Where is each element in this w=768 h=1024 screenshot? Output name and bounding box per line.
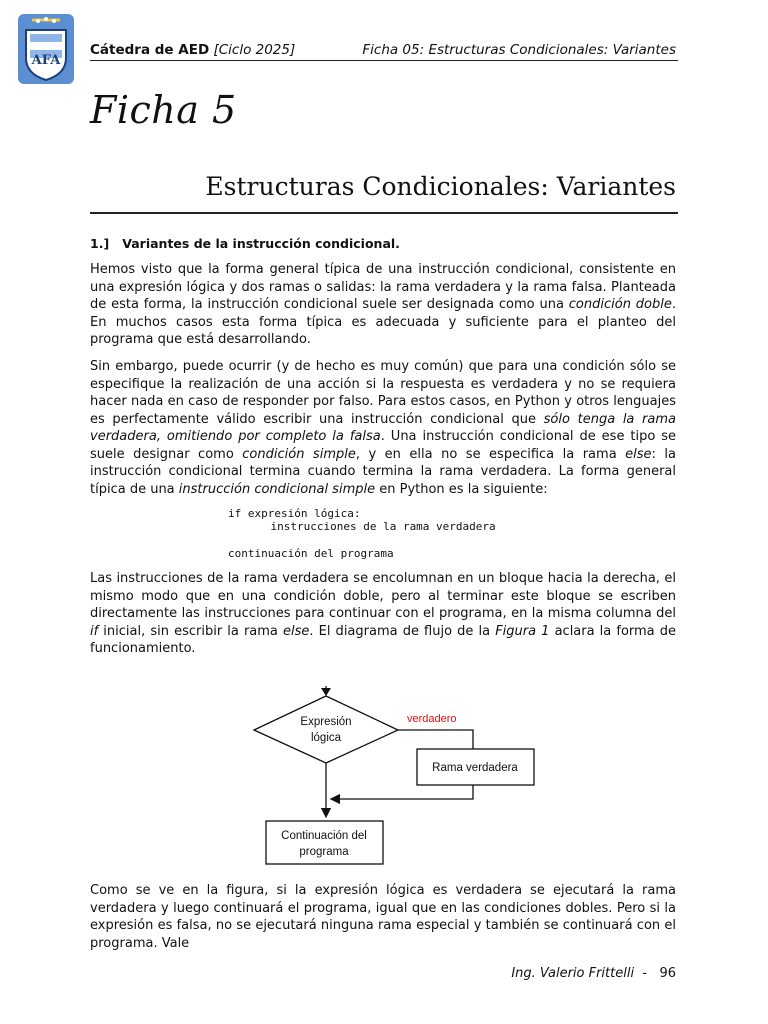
header-course (90, 42, 295, 58)
page-number: 96 (659, 966, 676, 981)
flowchart-figure (240, 684, 540, 869)
code-line-continue: continuación del programa (228, 547, 394, 560)
page-footer (511, 966, 676, 981)
paragraph-3 (90, 570, 676, 658)
true-branch-line (398, 730, 473, 749)
p4-text: Como se ve en la figura, si la expresión lógica es verdadera se ejecutará la rama verdadera y luego continuará el programa, igual que en las condiciones dobles. Pero si la expresión es falsa, no se ejecutará ninguna rama especial y también se continuará con el programa. Vale (90, 883, 676, 951)
paragraph-1 (90, 261, 676, 349)
header-cycle: [Ciclo 2025] (213, 42, 296, 58)
section-title: Variantes de la instrucción condicional. (122, 236, 400, 251)
footer-separator: - (642, 966, 648, 981)
p2-text-1: Sin embargo, puede ocurrir (y de hecho es muy común) que para una condición sólo se especifique la realización de una acción si la respuesta es verdadera y no se requiera hacer nada en caso de responder por falso. Para estos casos, en Python y otros lenguajes es perfectamente válido escribir una instrucción condicional que (90, 359, 676, 427)
p3-emphasis-3: Figura 1 (495, 623, 550, 639)
p3-emphasis-2: else (283, 623, 310, 639)
true-label: verdadero (407, 713, 457, 725)
page-subtitle: Estructuras Condicionales: Variantes (205, 172, 676, 201)
merge-line (331, 785, 473, 799)
p3-text-4: aclara la forma de funcionamiento. (90, 623, 677, 656)
p2-emphasis-2: condición simple (242, 446, 356, 462)
afa-crest-logo (18, 14, 74, 84)
p2-text-2: . Una instrucción condicional de ese tipo se suele designar como (90, 429, 676, 462)
decision-text-line1: Expresión (300, 716, 352, 728)
flow-entry-arrow (321, 688, 331, 696)
code-line-body: instrucciones de la rama verdadera (244, 520, 496, 533)
p3-emphasis-1: if (90, 623, 99, 639)
p2-emphasis-4: instrucción condicional simple (178, 481, 376, 497)
code-line-if: if expresión lógica: (228, 507, 361, 520)
p3-text-3: . El diagrama de flujo de la (309, 623, 496, 639)
page-title: Ficha 5 (90, 88, 237, 132)
header-sheet: Ficha 05: Estructuras Condicionales: Variantes (362, 42, 676, 58)
paragraph-2 (90, 358, 676, 498)
svg-text:AFA: AFA (31, 53, 61, 68)
paragraph-4 (90, 882, 676, 952)
p2-text-4: : la instrucción condicional termina cuando termina la rama verdadera. La forma general típica de una (90, 446, 677, 497)
header-course-name: Cátedra de AED (90, 42, 210, 58)
p1-text-end: . En muchos casos esta forma típica es adecuada y suficiente para el planteo del programa que está desarrollando. (90, 297, 676, 347)
p1-emphasis: condición doble (568, 297, 672, 312)
p2-emphasis-1: sólo tenga la rama verdadera, omitiendo por completo la falsa (90, 411, 676, 444)
true-branch-text: Rama verdadera (432, 762, 518, 774)
decision-diamond (254, 696, 398, 763)
footer-author: Ing. Valerio Frittelli (511, 966, 635, 981)
title-divider (90, 212, 678, 214)
p1-text: Hemos visto que la forma general típica de una instrucción condicional, consistente en una expresión lógica y dos ramas o salidas: la rama verdadera y la rama falsa. Planteada de esta forma, la instrucción condicional suele ser designada como una (90, 262, 676, 312)
p3-text-1: Las instrucciones de la rama verdadera se encolumnan en un bloque hacia la derecha, el mismo modo que en una condición doble, pero al terminar este bloque se escriben directamente las instrucciones para continuar con el programa, en la misma columna del (90, 571, 676, 621)
continuation-text-line2: programa (299, 846, 349, 858)
p2-text-5: en Python es la siguiente: (375, 481, 548, 497)
section-heading (90, 236, 400, 251)
p3-text-2: inicial, sin escribir la rama (98, 623, 283, 639)
header-divider (90, 60, 678, 61)
p2-text-3: , y en ella no se especifica la rama (355, 446, 626, 462)
decision-text-line2: lógica (310, 732, 342, 744)
p2-emphasis-3: else (625, 446, 652, 462)
section-number: 1.] (90, 236, 110, 251)
continuation-text-line1: Continuación del (281, 830, 367, 842)
